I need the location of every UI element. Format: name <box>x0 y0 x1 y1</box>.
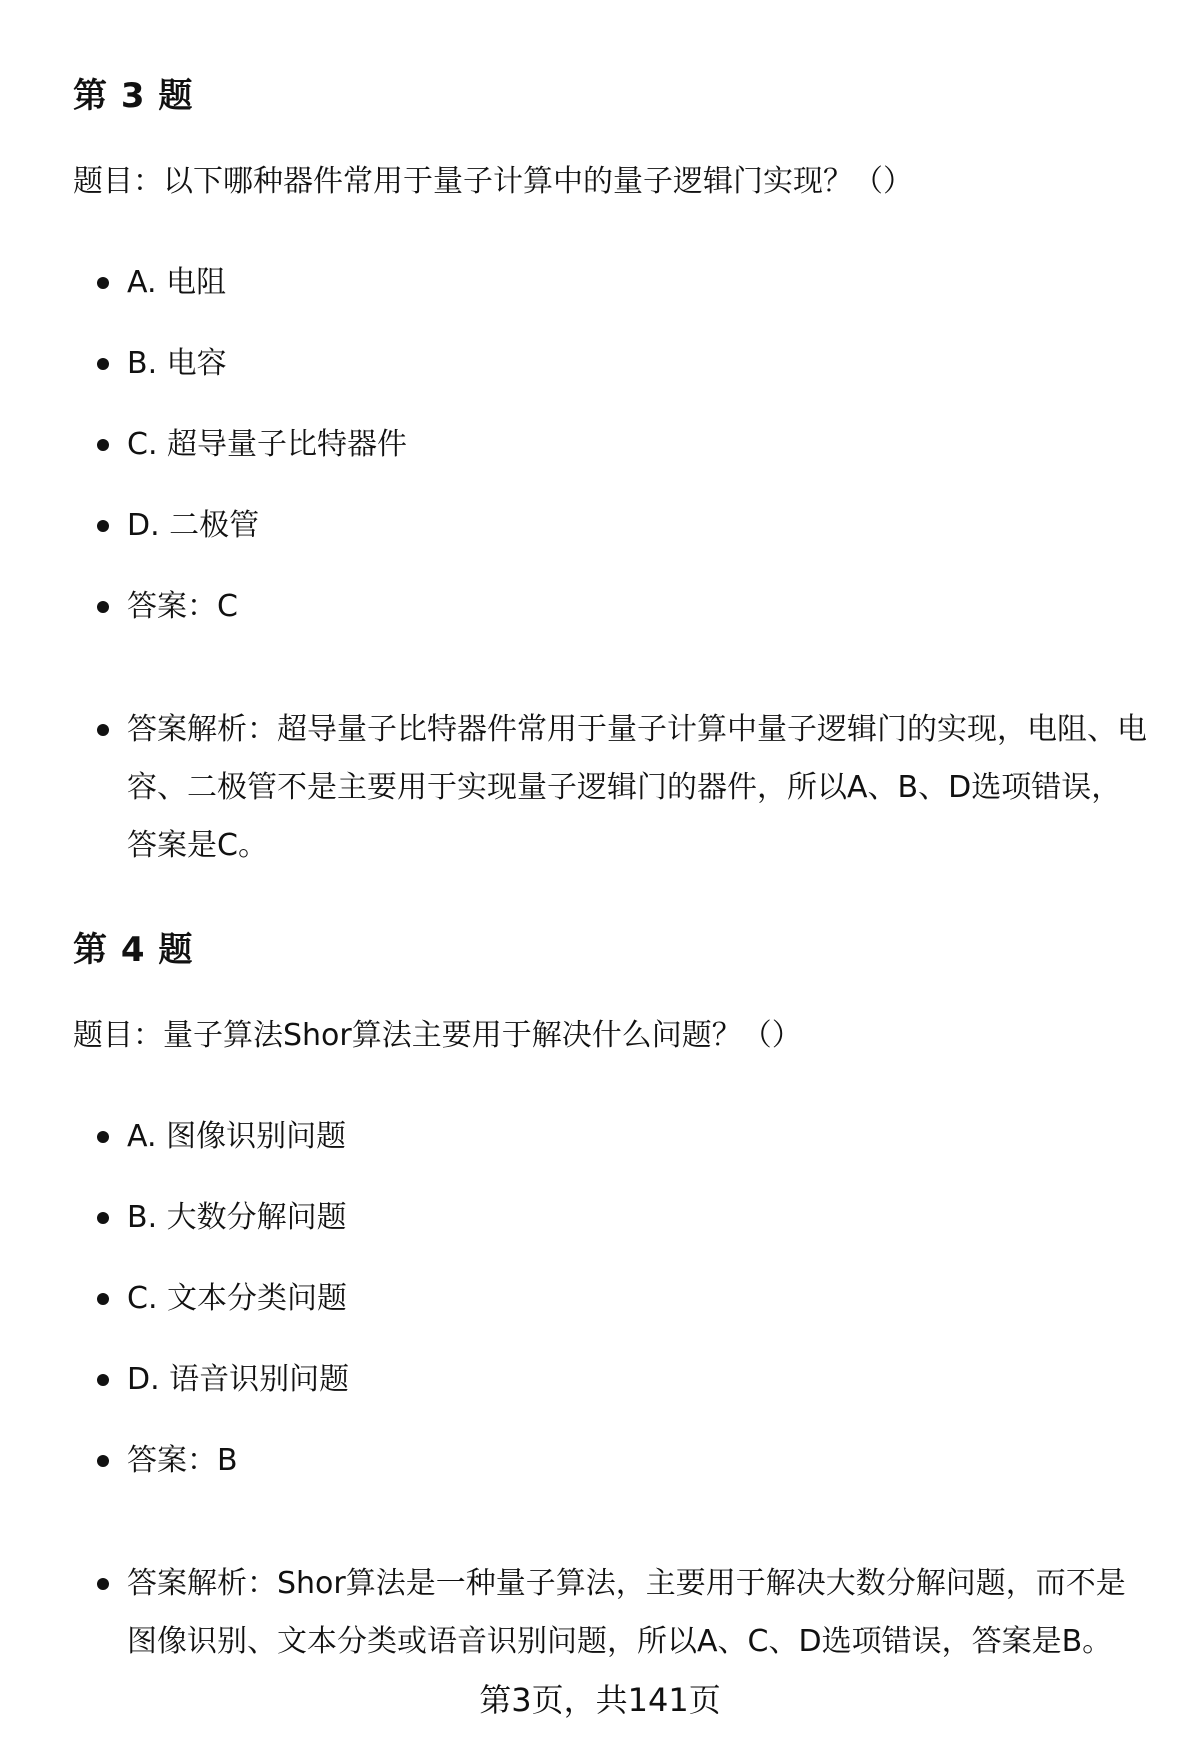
page-number: 第3页，共141页 <box>479 1681 721 1719</box>
bullet-icon <box>97 601 109 613</box>
list-item <box>127 254 1147 312</box>
question-heading: 第 3 题 <box>73 76 194 116</box>
list-item <box>127 335 1147 393</box>
option-a: A. 图像识别问题 <box>127 1119 347 1154</box>
bullet-icon <box>97 1293 109 1305</box>
option-b: B. 大数分解问题 <box>127 1200 347 1235</box>
list-item <box>127 1432 1147 1490</box>
option-b: B. 电容 <box>127 346 227 381</box>
bullet-icon <box>97 1131 109 1143</box>
bullet-icon <box>97 724 109 736</box>
list-item <box>127 1108 1147 1166</box>
answer: 答案：C <box>127 589 238 624</box>
list-item <box>127 701 1147 875</box>
list-item <box>127 578 1147 636</box>
option-d: D. 语音识别问题 <box>127 1362 350 1397</box>
bullet-icon <box>97 277 109 289</box>
bullet-icon <box>97 1455 109 1467</box>
question-prompt: 题目：量子算法Shor算法主要用于解决什么问题？（） <box>73 1018 802 1053</box>
question-prompt: 题目：以下哪种器件常用于量子计算中的量子逻辑门实现？（） <box>73 164 913 199</box>
list-item <box>127 1351 1147 1409</box>
list-item <box>127 416 1147 474</box>
option-d: D. 二极管 <box>127 508 260 543</box>
list-item <box>127 1555 1147 1671</box>
answer-explanation: 答案解析：超导量子比特器件常用于量子计算中量子逻辑门的实现，电阻、电容、二极管不是主要用于实现量子逻辑门的器件，所以A、B、D选项错误，答案是C。 <box>127 712 1147 863</box>
option-c: C. 超导量子比特器件 <box>127 427 408 462</box>
bullet-icon <box>97 1212 109 1224</box>
bullet-icon <box>97 439 109 451</box>
list-item <box>127 1270 1147 1328</box>
bullet-icon <box>97 358 109 370</box>
option-c: C. 文本分类问题 <box>127 1281 348 1316</box>
bullet-icon <box>97 1374 109 1386</box>
list-item <box>127 497 1147 555</box>
option-a: A. 电阻 <box>127 265 227 300</box>
bullet-icon <box>97 1578 109 1590</box>
question-heading: 第 4 题 <box>73 930 194 970</box>
answer-explanation: 答案解析：Shor算法是一种量子算法，主要用于解决大数分解问题，而不是图像识别、文本分类或语音识别问题，所以A、C、D选项错误，答案是B。 <box>127 1566 1126 1659</box>
answer: 答案：B <box>127 1443 238 1478</box>
list-item <box>127 1189 1147 1247</box>
bullet-icon <box>97 520 109 532</box>
